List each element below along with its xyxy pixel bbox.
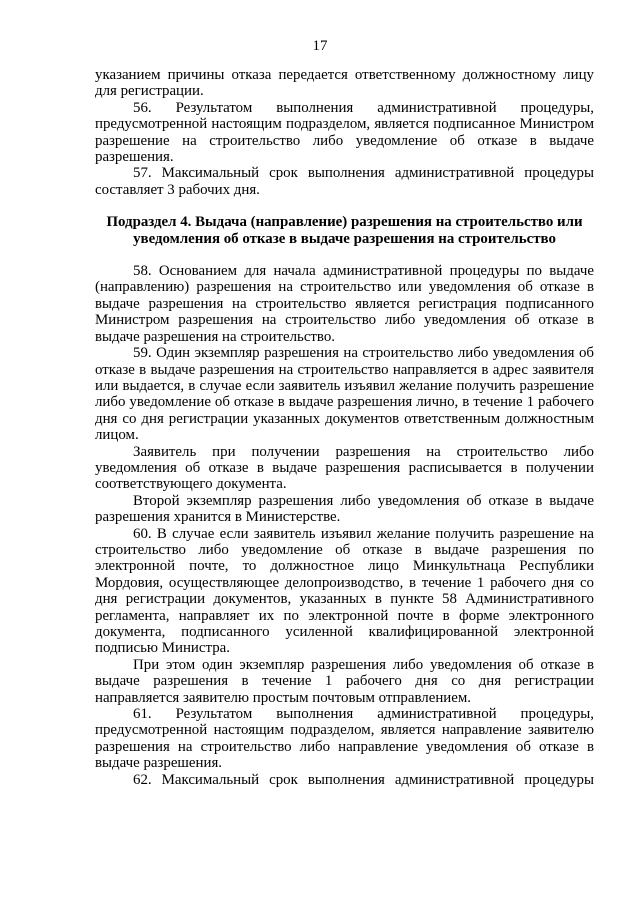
- paragraph-continuation: указанием причины отказа передается ответственному должностному лицу для регистрации.: [95, 67, 594, 100]
- spacer: [95, 198, 594, 214]
- paragraph-58: 58. Основанием для начала административной процедуры по выдаче (направлению) разрешения на строительство или уведомления об отказе в выдаче разрешения на строительство является регистрация подписанного Министром разрешения на строительство либо уведомления об отказе в выдаче разрешения на строительство.: [95, 263, 594, 345]
- paragraph-60: 60. В случае если заявитель изъявил желание получить разрешение на строительство либо уведомление об отказе в выдаче разрешения по электронной почте, то должностное лицо Минкультнаца Республики Мордовия, осуществляющее делопроизводство, в течение 1 рабочего дня со дня регистрации документов, указанных в пункте 58 Административного регламента, направляет их по электронной почте в форме электронного документа, подписанного усиленной квалифицированной электронной подписью Министра.: [95, 525, 594, 657]
- paragraph-59-signature: Заявитель при получении разрешения на строительство либо уведомления об отказе в выдаче разрешения расписывается в получении соответствующего документа.: [95, 443, 594, 493]
- paragraph-60-postal: При этом один экземпляр разрешения либо уведомления об отказе в выдаче разрешения в течение 1 рабочего дня со дня регистрации направляется заявителю простым почтовым отправлением.: [95, 656, 594, 706]
- paragraph-59-second-copy: Второй экземпляр разрешения либо уведомления об отказе в выдаче разрешения хранится в Министерстве.: [95, 492, 594, 526]
- paragraph-62: 62. Максимальный срок выполнения административной процедуры: [133, 771, 594, 788]
- spacer: [95, 247, 594, 263]
- paragraph-61: 61. Результатом выполнения административной процедуры, предусмотренной настоящим подразделом, является направление заявителю разрешения на строительство либо направление уведомления об отказе в выдаче разрешения.: [95, 706, 594, 772]
- section-heading: Подраздел 4. Выдача (направление) разрешения на строительство или уведомления об отказе в выдаче разрешения на строительство: [106, 214, 583, 247]
- page-number: 17: [312, 38, 328, 54]
- paragraph-57: 57. Максимальный срок выполнения административной процедуры составляет 3 рабочих дня.: [95, 165, 594, 198]
- document-body: [95, 67, 594, 788]
- paragraph-59: 59. Один экземпляр разрешения на строительство либо уведомления об отказе в выдаче разрешения на строительство направляется в адрес заявителя или выдается, в случае если заявитель изъявил желание получить разрешение либо уведомление об отказе в выдаче разрешения лично, в течение 1 рабочего дня со дня регистрации указанных документов ответственным должностным лицом.: [95, 345, 594, 444]
- paragraph-56: 56. Результатом выполнения административной процедуры, предусмотренной настоящим подразделом, является подписанное Министром разрешение на строительство либо уведомление об отказе в выдаче разрешения.: [95, 99, 594, 166]
